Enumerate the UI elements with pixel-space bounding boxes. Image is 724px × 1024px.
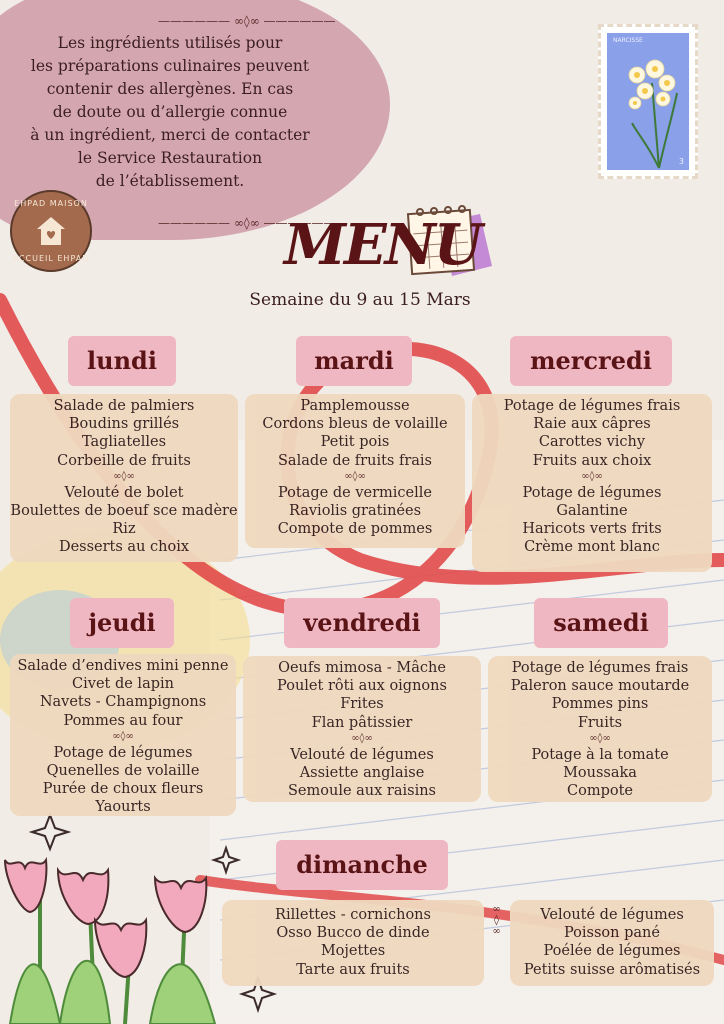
- dish: Boulettes de boeuf sce madère: [10, 503, 238, 520]
- day-label-samedi: samedi: [534, 598, 668, 648]
- dish: Potage de vermicelle: [278, 484, 432, 501]
- dish: Potage de légumes frais: [511, 660, 689, 676]
- dish: Tarte aux fruits: [296, 961, 410, 978]
- dinner-list: [10, 484, 238, 557]
- stamp-image: [607, 33, 689, 170]
- separator: ∞◊∞: [351, 732, 373, 744]
- house-icon: [34, 214, 68, 248]
- dish: Pamplemousse: [300, 398, 410, 414]
- narcissus-flower-icon: [607, 33, 693, 173]
- dish: Purée de choux fleurs: [42, 781, 204, 798]
- dinner-list: [10, 744, 236, 817]
- day-label-jeudi: jeudi: [70, 598, 174, 648]
- dish: Mojettes: [320, 943, 386, 960]
- dish: Oeufs mimosa - Mâche: [278, 660, 446, 676]
- dish: Fruits: [577, 714, 623, 731]
- dish: Moussaka: [563, 765, 637, 782]
- dish: Compote: [567, 783, 633, 800]
- allergen-line: de doute ou d’allergie connue: [52, 103, 288, 121]
- separator: ∞◊∞: [344, 470, 366, 482]
- dish: Quenelles de volaille: [46, 763, 200, 780]
- allergen-line: de l’établissement.: [95, 172, 245, 190]
- menu-box-mardi: [245, 394, 465, 548]
- separator: ∞◊∞: [581, 470, 603, 482]
- dish: Cordons bleus de volaille: [262, 416, 448, 433]
- dish: Petits suisse arômatisés: [523, 961, 701, 978]
- page-title: MENU: [284, 212, 481, 278]
- menu-box-samedi: [488, 656, 712, 802]
- dish: Potage de légumes: [522, 484, 662, 501]
- dish: Pommes pins: [551, 696, 649, 713]
- lunch-list: [10, 394, 238, 470]
- dish: Boudins grillés: [68, 416, 180, 433]
- dish: Carottes vichy: [538, 434, 646, 451]
- lunch-list: [243, 656, 481, 732]
- ornament-bottom: —————— ∞◊∞ ——————: [158, 216, 336, 230]
- dish: Fruits aux choix: [532, 452, 652, 469]
- dish: Raviolis gratinées: [288, 503, 422, 520]
- allergen-notice: [10, 32, 330, 193]
- dinner-list: [510, 900, 714, 979]
- dish: Pommes au four: [63, 712, 183, 729]
- separator: ∞◊∞: [113, 470, 135, 482]
- ornament-top: —————— ∞◊∞ ——————: [158, 14, 336, 28]
- dish: Frites: [340, 696, 384, 713]
- stamp-label: NARCISSE: [613, 37, 643, 44]
- allergen-line: le Service Restauration: [77, 149, 263, 167]
- day-label-mardi: mardi: [296, 336, 412, 386]
- dish: Semoule aux raisins: [287, 783, 436, 800]
- menu-box-lundi: [10, 394, 238, 562]
- allergen-line: Les ingrédients utilisés pour: [57, 34, 283, 52]
- dish: Rillettes - cornichons: [275, 907, 431, 923]
- dish: Haricots verts frits: [522, 521, 662, 538]
- menu-box-jeudi: [10, 654, 236, 816]
- dish: Paleron sauce moutarde: [510, 678, 690, 695]
- dish: Osso Bucco de dinde: [276, 925, 430, 942]
- narcissus-stamp: [598, 24, 698, 179]
- allergen-line: contenir des allergènes. En cas: [46, 80, 294, 98]
- dish: Desserts au choix: [58, 539, 190, 556]
- lunch-list: [488, 656, 712, 732]
- dish: Raie aux câpres: [533, 416, 651, 433]
- separator: ∞◊∞: [112, 730, 134, 742]
- menu-box-dimanche-dinner: [510, 900, 714, 986]
- logo-top-text: EHPAD MAISON: [14, 199, 88, 208]
- day-label-dimanche: dimanche: [276, 840, 448, 890]
- logo: [10, 190, 92, 272]
- tulips-illustration: [5, 860, 215, 1024]
- dish: Riz: [112, 521, 136, 538]
- dish: Crème mont blanc: [524, 539, 660, 556]
- dish: Navets - Champignons: [39, 694, 207, 711]
- dish: Compote de pommes: [277, 521, 433, 538]
- dish: Petit pois: [320, 434, 390, 451]
- day-label-mercredi: mercredi: [510, 336, 672, 386]
- dish: Salade de fruits frais: [278, 452, 432, 469]
- stamp-number: 3: [678, 157, 684, 166]
- lunch-list: [245, 394, 465, 470]
- dish: Salade d’endives mini penne: [17, 658, 229, 674]
- dish: Velouté de légumes: [290, 746, 434, 763]
- menu-box-dimanche-lunch: [222, 900, 484, 986]
- dish: Poulet rôti aux oignons: [277, 678, 447, 695]
- dish: Potage de légumes: [53, 744, 193, 761]
- day-label-vendredi: vendredi: [284, 598, 440, 648]
- separator: ∞◊∞: [589, 732, 611, 744]
- dinner-list: [245, 484, 465, 539]
- lunch-list: [472, 394, 712, 470]
- allergen-line: les préparations culinaires peuvent: [30, 57, 310, 75]
- allergen-line: à un ingrédient, merci de contacter: [30, 126, 310, 144]
- dish: Civet de lapin: [72, 676, 174, 693]
- dish: Tagliatelles: [81, 434, 167, 451]
- dish: Velouté de légumes: [540, 907, 684, 923]
- logo-bottom-text: ACCUEIL EHPAD: [12, 254, 90, 263]
- dish: Salade de palmiers: [53, 398, 195, 414]
- dinner-list: [472, 484, 712, 557]
- dish: Velouté de bolet: [64, 484, 184, 501]
- dinner-list: [488, 746, 712, 801]
- sparkle-icon: [32, 815, 68, 849]
- dish: Flan pâtissier: [311, 714, 413, 731]
- menu-box-vendredi: [243, 656, 481, 802]
- dish: Yaourts: [95, 799, 151, 816]
- dish: Galantine: [556, 503, 628, 520]
- dinner-list: [243, 746, 481, 801]
- dish: Corbeille de fruits: [57, 452, 191, 469]
- dish: Potage à la tomate: [531, 746, 669, 763]
- dish: Poisson pané: [564, 925, 660, 942]
- page-subtitle: Semaine du 9 au 15 Mars: [249, 290, 471, 310]
- lunch-list: [10, 654, 236, 730]
- dish: Assiette anglaise: [299, 765, 425, 782]
- dish: Potage de légumes frais: [503, 398, 681, 414]
- menu-box-mercredi: [472, 394, 712, 572]
- lunch-list: [222, 900, 484, 979]
- separator-vertical: ∞◊∞: [491, 904, 502, 937]
- dish: Poélée de légumes: [543, 943, 681, 960]
- day-label-lundi: lundi: [68, 336, 176, 386]
